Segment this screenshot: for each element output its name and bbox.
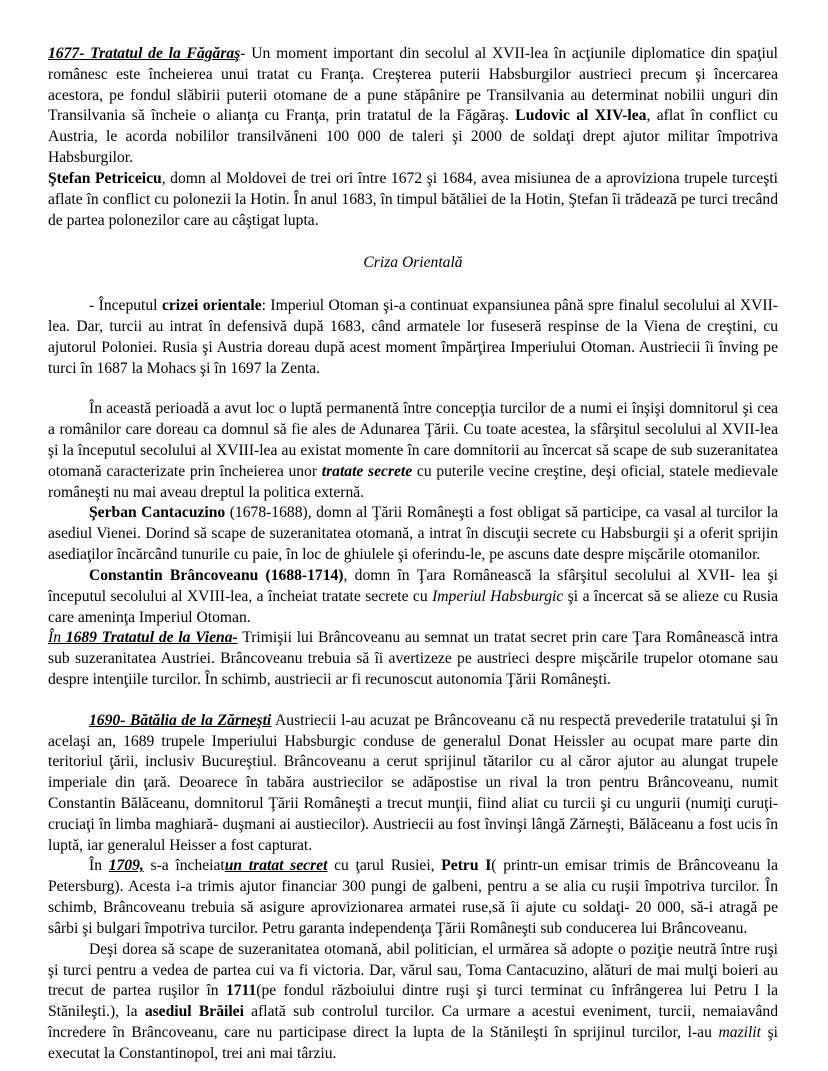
underline-term-un-tratat-secret: un tratat secret	[224, 857, 328, 875]
spacer-before-heading	[48, 231, 778, 253]
paragraph-1677-tratatul-fagaras	[48, 44, 778, 169]
paragraph-1709-mid1: s-a încheiat	[143, 857, 225, 875]
paragraph-desi-mid1: (pe fondul războiului dintre ruşi şi turci terminat cu înfrângerea lui Petru I la Stănileşti.), la	[48, 982, 778, 1021]
paragraph-1709-mid2: cu ţarul Rusiei,	[327, 857, 442, 875]
paragraph-1689-tail: Trimişii lui Brâncoveanu au semnat un tratat secret prin care Ţara Românească intra sub suzeranitatea Austriei. Brâncoveanu trebuia să îi avertizeze pe austrieci despre mişcările trupelor otomane sau despre intenţiile turcilor. În schimb, austriecii ar fi recunoscut autonomia Ţării Româneşti.	[48, 629, 778, 688]
spacer-before-p4	[48, 379, 778, 399]
paragraph-criza-orientala	[48, 296, 778, 379]
italic-term-mazilit: mazilit	[718, 1023, 761, 1041]
paragraph-constantin-brancoveanu	[48, 566, 778, 628]
spacer-after-heading	[48, 274, 778, 296]
bold-italic-term-tratate-secrete: tratate secrete	[321, 462, 413, 480]
paragraph-serban-tail: (1678-1688), domn al Ţării Româneşti a fost obligat să participe, ca vasal al turcilor la asediul Vienei. Dorind să scape de suzeranitatea otomană, a intrat în discuţii secrete cu Habsburgii şi a oferit sprijin asediaţilor încărcând tunurile cu paie, în loc de ghiulele şi oferindu-le, pe ascuns date despre mişcările otomanilor.	[48, 504, 779, 564]
paragraph-serban-cantacuzino	[48, 503, 778, 565]
bold-name-serban-cantacuzino: Şerban Cantacuzino	[89, 504, 226, 522]
paragraph-1690-batalia-zarnesti	[48, 711, 778, 857]
paragraph-1689-tratatul-viena	[48, 628, 778, 690]
lead-label-1689: 1689 Tratatul de la Viena-	[65, 629, 238, 647]
paragraph-criza-tail: : Imperiul Otoman şi-a continuat expansiunea până spre finalul secolului al XVII-lea. Dar, turcii au intrat în defensivă după 1683, când armatele lor fuseseră respinse de la Viena de creştini, cu ajutorul Poloniei. Rusia şi Austria doreau după acest moment împărţirea Imperiului Otoman. Austriecii îi înving pe turci în 1687 la Mohacs şi în 1697 la Zenta.	[48, 297, 778, 377]
bold-year-1711: 1711	[225, 982, 257, 1000]
paragraph-1709-tratat-secret	[48, 856, 778, 939]
bold-name-ludovic: Ludovic al XIV-lea	[515, 107, 647, 125]
bold-name-stefan-petriceicu: Ştefan Petriceicu	[48, 169, 162, 187]
paragraph-1677-tail: , aflat în conflict cu Austria, le acorda nobililor transilvăneni 100 000 de taleri şi 2000 de soldaţi drept ajutor militar împotriva Habsburgilor.	[48, 107, 778, 167]
italic-term-imperiul-habsburgic: Imperiul Habsburgic	[432, 587, 564, 605]
lead-year-1709: 1709,	[108, 857, 144, 875]
lead-prefix-in: În	[48, 629, 66, 647]
paragraph-desi-lead: Deşi dorea să scape de suzeranitatea otomană, abil politician, el urmărea să adopte o poziţie neutră între ruşi şi turci pentru a vedea de partea cui va fi victoria. Dar, vărul sau, Toma Cantacuzino, alături de mai mulţi boieri au trecut de partea ruşilor în	[48, 940, 778, 1000]
paragraph-1709-tail: ( printr-un emisar trimis de Brâncoveanu la Petersburg). Acesta i-a trimis ajutor financiar 300 pungi de galbeni, pentru a se alia cu ruşii împotriva turcilor. În schimb, Brâncoveanu trebuia să asigure aprovizionarea armatei ruse,să îi ajute cu soldaţi- 20 000, să-i atragă pe sârbi şi bulgari împotriva turcilor. Petru garanta independenţa Ţării Româneşti sub conducerea lui Brâncoveanu.	[48, 857, 779, 937]
paragraph-desi-dorea	[48, 940, 778, 1065]
bold-term-asediul-brailei: asediul Brăilei	[144, 1003, 244, 1021]
paragraph-desi-tail: şi executat la Constantinopol, trei ani mai târziu.	[48, 1023, 778, 1062]
paragraph-stefan-petriceicu	[48, 169, 778, 231]
paragraph-1690-tail: Austriecii l-au acuzat pe Brâncoveanu că nu respectă prevederile tratatului şi în acelaşi an, 1689 trupele Imperiului Habsburgic conduse de generalul Donat Heissler au ocupat mare parte din teritoriul ţării, inclusiv Bucureştiul. Brâncoveanu a cerut sprijinul tătarilor cu al căror ajutor au alungat trupele imperiale din ţară. Deoarece în tabăra austriecilor se adăpostise un rival la tron pentru Brâncoveanu, numit Constantin Bălăceanu, domnitorul Ţării Româneşti a trecut munţii, fiind aliat cu turcii şi cu ungurii (numiţi curuţi- cruciaţi în limba maghiară- duşmani ai austiecilor). Austriecii au fost învinşi lângă Zărneşti, Bălăceanu a fost ucis în luptă, iar generalul Heisser a fost capturat.	[48, 711, 778, 854]
bold-term-crizei-orientale: crizei orientale	[161, 297, 262, 315]
paragraph-lupta-permanenta	[48, 399, 778, 503]
lead-label-1677: 1677- Tratatul de la Făgăraş	[48, 45, 241, 62]
lead-prefix-in-1709: În	[89, 857, 109, 875]
paragraph-criza-lead: - Începutul	[89, 297, 162, 315]
spacer-before-p8	[48, 691, 778, 711]
paragraph-1677-text: - Un moment important din secolul al XVII-lea în acţiunile diplomatice din spaţiul românesc este încheierea unui tratat cu Franţa. Creşterea puterii Habsburgilor austrieci precum şi încercarea acestora, pe fondul slăbirii puterii otomane de a pune stăpânire pe Transilvania au determinat nobilii unguri din Transilvania să încheie o alianţa cu Franţa, prin tratatul de la Făgăraş.	[48, 45, 779, 125]
bold-name-petru-i: Petru I	[441, 857, 492, 875]
paragraph-lupta-tail: cu puterile vecine creştine, deşi oficial, statele medievale româneşti nu mai aveau dreptul la politica externă.	[48, 462, 779, 501]
bold-name-constantin-brancoveanu: Constantin Brâncoveanu (1688-1714)	[89, 566, 344, 584]
paragraph-brancoveanu-tail: şi a încercat să se alieze cu Rusia care ameninţa Imperiul Otoman.	[48, 587, 778, 626]
document-body	[48, 44, 778, 1065]
lead-label-1690: 1690- Bătălia de la Zărneşti	[89, 711, 272, 729]
section-heading-criza-orientala: Criza Orientală	[363, 254, 463, 272]
paragraph-desi-mid2: aflată sub controlul turcilor. Ca urmare a acestui eveniment, turcii, nemaiavând încredere în Brâncoveanu, care nu participase direct la lupta de la Stănileşti în sprijinul turcilor, l-au	[48, 1003, 778, 1041]
paragraph-lupta-lead: În această perioadă a avut loc o luptă permanentă între concepţia turcilor de a numi ei înşişi domnitorul şi cea a românilor care doreau ca domnul să fie ales de Adunarea Ţării. Cu toate acestea, la sfârşitul secolului al XVII-lea şi la începutul secolului al XVIII-lea au existat momente în care domnitorii au încercat să scape de sub suzeranitatea otomană caracterizate prin încheierea unor	[48, 400, 778, 480]
paragraph-brancoveanu-mid: , domn în Ţara Românească la sfârşitul secolului al XVII- lea şi începutul secolului al XVIII-lea, a încheiat tratate secrete cu	[48, 566, 779, 605]
paragraph-stefan-text: , domn al Moldovei de trei ori între 1672 şi 1684, avea misiunea de a aproviziona trupele turceşti aflate în conflict cu polonezii la Hotin. În anul 1683, în timpul bătăliei de la Hotin, Ştefan îi trădează pe turci trecând de partea polonezilor care au câştigat lupta.	[48, 169, 779, 229]
